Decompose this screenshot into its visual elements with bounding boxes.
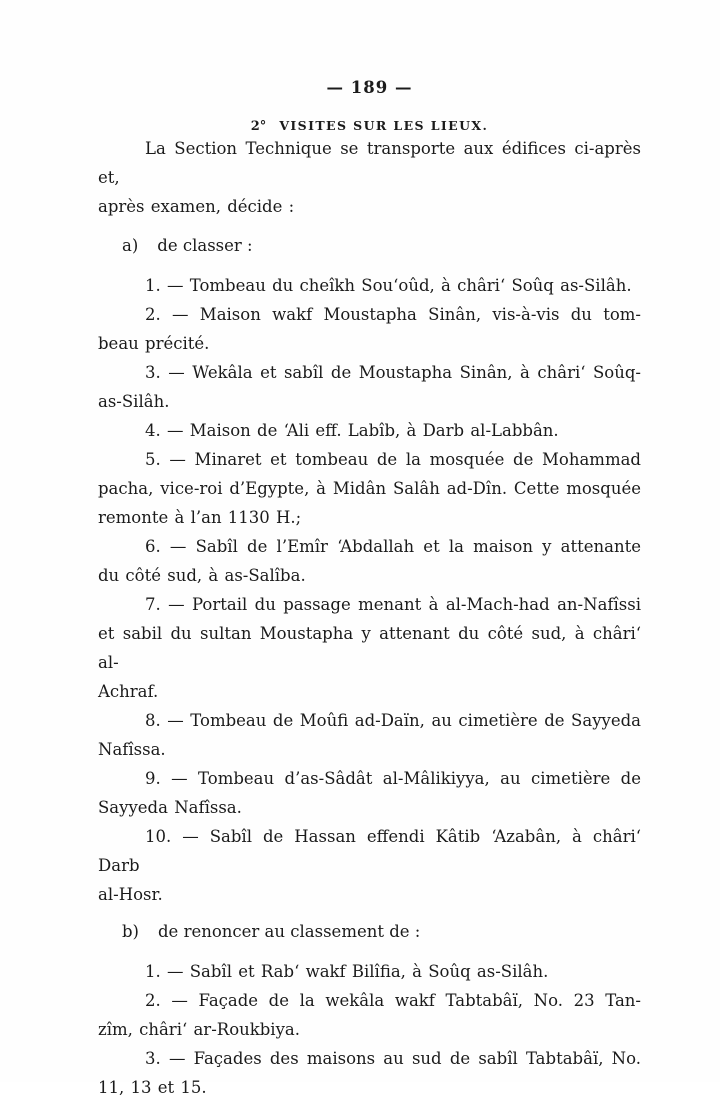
text-line: as-Silâh. bbox=[98, 392, 170, 411]
list-item bbox=[98, 764, 641, 822]
list-item bbox=[98, 1044, 641, 1102]
text-line: 5. — Minaret et tombeau de la mosquée de Mohammad bbox=[145, 450, 641, 469]
list-a-label-text: de classer : bbox=[157, 236, 253, 255]
list-item bbox=[98, 986, 641, 1044]
text-line: pacha, vice-roi d’Egypte, à Midân Salâh ad-Dîn. Cette mosquée bbox=[98, 479, 641, 498]
text-line: 10. — Sabîl de Hassan effendi Kâtib ‘Azabân, à châri‘ Darb bbox=[98, 827, 641, 875]
text-line: 3. — Façades des maisons au sud de sabîl Tabtabâï, No. bbox=[145, 1049, 641, 1068]
list-a-label bbox=[98, 231, 641, 260]
text-line: après examen, décide : bbox=[98, 197, 295, 216]
list-item bbox=[98, 416, 641, 445]
text-line: Nafîssa. bbox=[98, 740, 166, 759]
text-line: remonte à l’an 1130 H.; bbox=[98, 508, 302, 527]
section-heading bbox=[98, 118, 641, 134]
list-item bbox=[98, 271, 641, 300]
text-line: La Section Technique se transporte aux édifices ci-après et, bbox=[98, 139, 641, 187]
text-line: al-Hosr. bbox=[98, 885, 163, 904]
text-line: 9. — Tombeau d’as-Sâdât al-Mâlikiyya, au cimetière de bbox=[145, 769, 641, 788]
list-b-marker: b) bbox=[122, 922, 139, 941]
list-a bbox=[98, 271, 641, 909]
text-line: Sayyeda Nafîssa. bbox=[98, 798, 242, 817]
text-line: 6. — Sabîl de l’Emîr ‘Abdallah et la maison y attenante bbox=[145, 537, 641, 556]
text-line: 4. — Maison de ‘Ali eff. Labîb, à Darb al-Labbân. bbox=[145, 421, 559, 440]
list-item bbox=[98, 706, 641, 764]
text-line: et sabil du sultan Moustapha y attenant du côté sud, à châri‘ al- bbox=[98, 624, 641, 672]
text-line: 2. — Façade de la wekâla wakf Tabtabâï, No. 23 Tan- bbox=[145, 991, 641, 1010]
list-item bbox=[98, 358, 641, 416]
list-item bbox=[98, 300, 641, 358]
text-block bbox=[98, 0, 641, 1102]
text-line: 2. — Maison wakf Moustapha Sinân, vis-à-vis du tom- bbox=[145, 305, 641, 324]
list-item bbox=[98, 822, 641, 909]
list-item bbox=[98, 590, 641, 706]
text-line: 1. — Sabîl et Rab‘ wakf Bilîfia, à Soûq as-Silâh. bbox=[145, 962, 549, 981]
list-item bbox=[98, 532, 641, 590]
text-line: du côté sud, à as-Salîba. bbox=[98, 566, 306, 585]
text-line: Achraf. bbox=[98, 682, 159, 701]
section-ordinal: 2° bbox=[250, 119, 267, 134]
page-number: — 189 — bbox=[326, 78, 413, 97]
text-line: 8. — Tombeau de Moûfi ad-Daïn, au cimetière de Sayyeda bbox=[145, 711, 641, 730]
text-line: 3. — Wekâla et sabîl de Moustapha Sinân, à châri‘ Soûq- bbox=[145, 363, 641, 382]
text-line: 11, 13 et 15. bbox=[98, 1078, 207, 1097]
list-a-marker: a) bbox=[122, 236, 139, 255]
text-line: 1. — Tombeau du cheîkh Sou‘oûd, à châri‘ Soûq as-Silâh. bbox=[145, 276, 632, 295]
list-b-label-text: de renoncer au classement de : bbox=[158, 922, 421, 941]
text-line: zîm, châri‘ ar-Roukbiya. bbox=[98, 1020, 300, 1039]
list-b-label bbox=[98, 917, 641, 946]
text-line: 7. — Portail du passage menant à al-Mach-had an-Nafîssi bbox=[145, 595, 641, 614]
text-line: beau précité. bbox=[98, 334, 210, 353]
intro-paragraph bbox=[98, 134, 641, 221]
list-item bbox=[98, 445, 641, 532]
list-item bbox=[98, 957, 641, 986]
section-title: VISITES SUR LES LIEUX. bbox=[279, 118, 489, 133]
list-b bbox=[98, 957, 641, 1102]
